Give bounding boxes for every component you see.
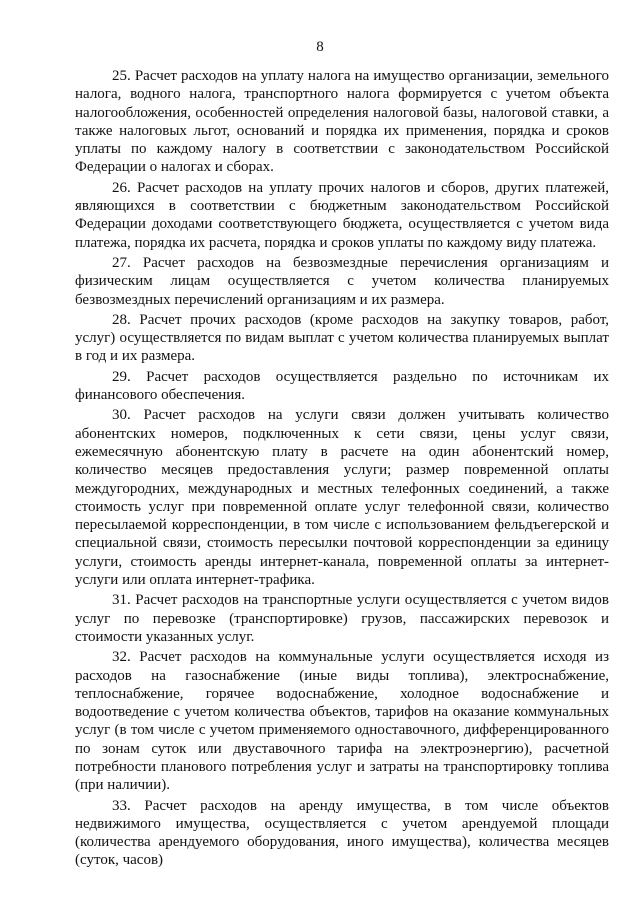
paragraph-33: 33. Расчет расходов на аренду имущества, в том числе объектов недвижимого имущества, осуществляется с учетом арендуемой площади (количества арендуемого оборудования, иного имущества), количества месяцев (суток, часов) — [75, 797, 609, 869]
page-number: 8 — [316, 39, 324, 55]
paragraph-31: 31. Расчет расходов на транспортные услуги осуществляется с учетом видов услуг по перевозке (транспортировке) грузов, пассажирских перевозок и стоимости указанных услуг. — [75, 592, 609, 645]
paragraph-28: 28. Расчет прочих расходов (кроме расходов на закупку товаров, работ, услуг) осуществляется по видам выплат с учетом количества планируемых выплат в год и их размера. — [75, 311, 609, 365]
paragraph-30: 30. Расчет расходов на услуги связи должен учитывать количество абонентских номеров, подключенных к сети связи, цены услуг связи, ежемесячную абонентскую плату в расчете на один абонентский номер, количество месяцев предоставления услуги; размер повременной оплаты междугородних, международных и местных телефонных соединений, а также стоимость услуг при повременной оплате услуг телефонной связи, количество пересылаемой корреспонденции, в том числе с использованием фельдъегерской и специальной связи, стоимость пересылки почтовой корреспонденции за единицу услуги, стоимость аренды интернет-канала, повременной оплаты за интернет-услуги или оплата интернет-трафика. — [75, 407, 609, 589]
paragraph-29: 29. Расчет расходов осуществляется раздельно по источникам их финансового обеспечения. — [75, 368, 609, 404]
paragraph-27: 27. Расчет расходов на безвозмездные перечисления организациям и физическим лицам осуществляется с учетом количества планируемых безвозмездных перечислений организациям и их размера. — [75, 254, 609, 308]
paragraph-25: 25. Расчет расходов на уплату налога на имущество организации, земельного налога, водного налога, транспортного налога формируется с учетом объекта налогообложения, особенностей определения налоговой базы, налоговой ставки, а также налоговых льгот, оснований и порядка их применения, порядка и сроков уплаты по каждому налогу в соответствии с законодательством Российской Федерации о налогах и сборах. — [75, 68, 609, 176]
paragraph-26: 26. Расчет расходов на уплату прочих налогов и сборов, других платежей, являющихся в соответствии с бюджетным законодательством Российской Федерации доходами соответствующего бюджета, осуществляется с учетом вида платежа, порядка их расчета, порядка и сроков уплаты по каждому виду платежа. — [75, 179, 609, 251]
paragraph-32: 32. Расчет расходов на коммунальные услуги осуществляется исходя из расходов на газоснабжение (иные виды топлива), электроснабжение, теплоснабжение, горячее водоснабжение, холодное водоснабжение и водоотведение с учетом количества объектов, тарифов на оказание коммунальных услуг (в том числе с учетом применяемого одноставочного, дифференцированного по зонам суток или двуставочного тарифа на электроэнергию), расчетной потребности планового потребления услуг и затраты на транспортировку топлива (при наличии). — [75, 649, 609, 794]
document-body — [75, 67, 609, 872]
